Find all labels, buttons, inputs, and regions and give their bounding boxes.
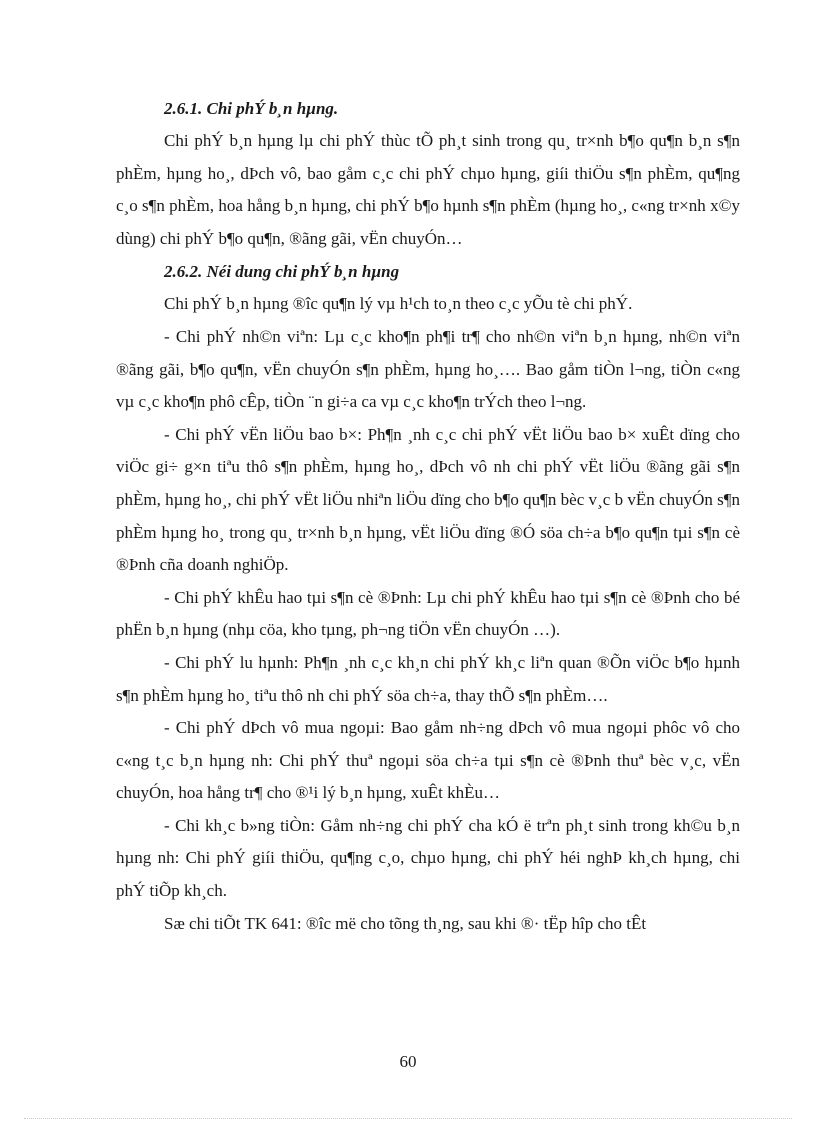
paragraph-outsourced-services: - Chi phÝ dÞch vô mua ngoµi: Bao gåm nh÷ng dÞch vô mua ngoµi phôc vô cho c«ng t¸c b¸n hµng nh: Chi phÝ thuª ngoµi söa ch÷a tµi s¶n cè ®Þnh thuª bèc v¸c, vËn chuyÓn, hoa hång tr¶ cho ®¹i lý b¸n hµng, xuÊt khÈu… [116, 718, 740, 803]
page-bottom-divider [24, 1118, 792, 1119]
paragraph-staff-cost: - Chi phÝ nh©n viªn: Lµ c¸c kho¶n ph¶i tr¶ cho nh©n viªn b¸n hµng, nh©n viªn ®ãng gãi, b¶o qu¶n, vËn chuyÓn s¶n phÈm, hµng ho¸…. Bao gåm tiÒn l¬ng, tiÒn c«ng vµ c¸c kho¶n phô cÊp, tiÒn ¨n gi÷a ca vµ c¸c kho¶n trÝch theo l¬ng. [116, 326, 740, 412]
section-heading-2-6-1: 2.6.1. Chi phÝ b¸n hµng. [164, 99, 339, 118]
page-number: 60 [399, 1052, 417, 1071]
paragraph-intro: Chi phÝ b¸n hµng ®îc qu¶n lý vµ h¹ch to¸n theo c¸c yÕu tè chi phÝ. [164, 294, 633, 314]
paragraph-definition: Chi phÝ b¸n hµng lµ chi phÝ thùc tÕ ph¸t sinh trong qu¸ tr×nh b¶o qu¶n b¸n s¶n phÈm, hµng ho¸, dÞch vô, bao gåm c¸c chi phÝ chµo hµng, giíi thiÖu s¶n phÈm, qu¶ng c¸o s¶n phÈm, hoa hång b¸n hµng, chi phÝ b¶o hµnh s¶n phÈm (hµng ho¸, c«ng tr×nh x©y dùng) chi phÝ b¶o qu¶n, ®ãng gãi, vËn chuyÓn… [116, 131, 740, 248]
paragraph-other-cash: - Chi kh¸c b»ng tiÒn: Gåm nh÷ng chi phÝ cha kÓ ë trªn ph¸t sinh trong kh©u b¸n hµng nh: Chi phÝ giíi thiÖu, qu¶ng c¸o, chµo hµng, chi phÝ héi nghÞ kh¸ch hµng, chi phÝ tiÕp kh¸ch. [116, 815, 740, 901]
paragraph-depreciation: - Chi phÝ khÊu hao tµi s¶n cè ®Þnh: Lµ chi phÝ khÊu hao tµi s¶n cè ®Þnh cho bé phËn b¸n hµng (nhµ cöa, kho tµng, ph¬ng tiÖn vËn chuyÓn …). [116, 587, 740, 640]
paragraph-packaging-cost: - Chi phÝ vËn liÖu bao b×: Ph¶n ¸nh c¸c chi phÝ vËt liÖu bao b× xuÊt dïng cho viÖc gi÷ g×n tiªu thô s¶n phÈm, hµng ho¸, dÞch vô nh chi phÝ vËt liÖu ®ãng gãi s¶n phÈm, hµng ho¸, chi phÝ vËt liÖu nhiªn liÖu dïng cho b¶o qu¶n bèc v¸c b vËn chuyÓn s¶n phÈm hµng ho¸ trong qu¸ tr×nh b¸n hµng, vËt liÖu dïng ®Ó söa ch÷a b¶o qu¶n tµi s¶n cè ®Þnh cña doanh nghiÖp. [116, 424, 740, 575]
paragraph-warranty: - Chi phÝ lu hµnh: Ph¶n ¸nh c¸c kh¸n chi phÝ kh¸c liªn quan ®Õn viÖc b¶o hµnh s¶n phÈm hµng ho¸ tiªu thô nh chi phÝ söa ch÷a, thay thÕ s¶n phÈm…. [116, 652, 740, 705]
document-page [116, 92, 740, 940]
paragraph-ledger: Sæ chi tiÕt TK 641: ®îc më cho tõng th¸ng, sau khi ®· tËp hîp cho tÊt [164, 913, 647, 933]
section-heading-2-6-2: 2.6.2. Néi dung chi phÝ b¸n hµng [164, 262, 400, 282]
